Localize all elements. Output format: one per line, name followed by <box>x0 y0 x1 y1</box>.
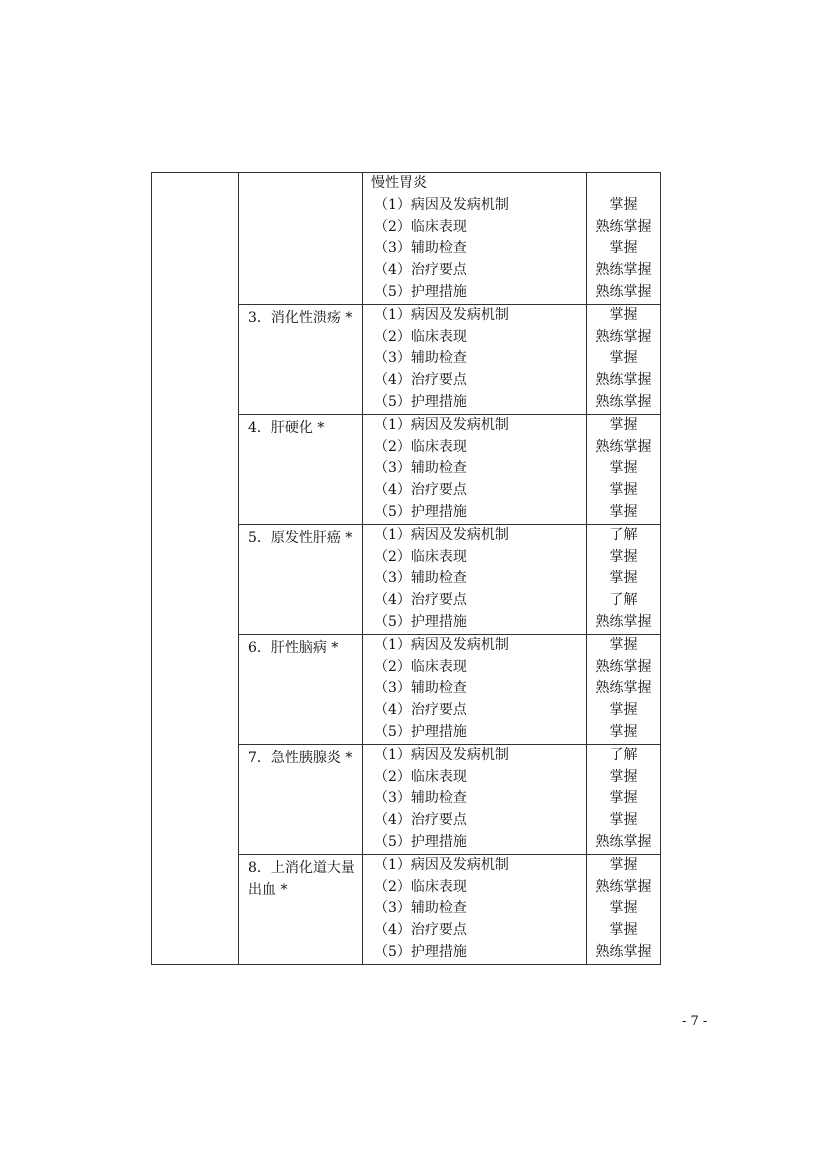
item-label: （4）治疗要点 <box>374 262 467 279</box>
item-label: （4）治疗要点 <box>374 702 467 719</box>
item-label: （1）病因及发病机制 <box>374 636 509 653</box>
syllabus-table-body <box>152 173 661 965</box>
item-label: （2）临床表现 <box>374 658 467 675</box>
level-label: 掌握 <box>609 922 638 939</box>
content-cell <box>363 854 587 964</box>
syllabus-table <box>151 172 661 965</box>
level-label: 熟练掌握 <box>595 833 652 850</box>
item-label: （5）护理措施 <box>374 613 467 630</box>
content-cell <box>363 304 587 414</box>
section-row <box>152 173 661 305</box>
topic-cell <box>239 524 363 634</box>
item-label: （1）病因及发病机制 <box>374 856 509 873</box>
item-label: （5）护理措施 <box>374 723 467 740</box>
level-label: 掌握 <box>609 460 638 477</box>
level-label: 掌握 <box>609 350 638 367</box>
content-cell <box>363 524 587 634</box>
item-label: （3）辅助检查 <box>374 790 467 807</box>
level-label: 熟练掌握 <box>595 328 652 345</box>
level-label: 熟练掌握 <box>595 218 652 235</box>
item-label: （4）治疗要点 <box>374 482 467 499</box>
item-label: （4）治疗要点 <box>374 372 467 389</box>
topic-label: 3．消化性溃疡 * <box>248 309 353 326</box>
item-label: （2）临床表现 <box>374 768 467 785</box>
item-label: （3）辅助检查 <box>374 570 467 587</box>
level-label: 掌握 <box>609 306 638 323</box>
topic-label: 4．肝硬化 * <box>248 419 325 436</box>
level-label: 掌握 <box>609 702 638 719</box>
item-label: （1）病因及发病机制 <box>374 416 509 433</box>
content-cell <box>363 744 587 854</box>
level-label: 掌握 <box>609 900 638 917</box>
item-label: （3）辅助检查 <box>374 460 467 477</box>
item-label: （1）病因及发病机制 <box>374 196 509 213</box>
level-cell <box>587 304 661 414</box>
level-label: 掌握 <box>609 548 638 565</box>
level-label: 了解 <box>609 526 638 543</box>
item-label: （3）辅助检查 <box>374 240 467 257</box>
level-cell <box>587 524 661 634</box>
level-label: 熟练掌握 <box>595 680 652 697</box>
level-label: 熟练掌握 <box>595 393 652 410</box>
content-cell <box>363 634 587 744</box>
topic-label: 6．肝性脑病 * <box>248 639 339 656</box>
level-label: 了解 <box>609 746 638 763</box>
level-label: 熟练掌握 <box>595 262 652 279</box>
level-label: 掌握 <box>609 723 638 740</box>
item-label: （2）临床表现 <box>374 218 467 235</box>
level-cell <box>587 744 661 854</box>
item-label: （3）辅助检查 <box>374 900 467 917</box>
item-label: （2）临床表现 <box>374 548 467 565</box>
level-label: 掌握 <box>609 768 638 785</box>
topic-cell <box>239 854 363 964</box>
item-label: （5）护理措施 <box>374 393 467 410</box>
content-cell <box>363 173 587 305</box>
level-label: 掌握 <box>609 482 638 499</box>
content-cell <box>363 414 587 524</box>
level-label: 掌握 <box>609 240 638 257</box>
level-label: 了解 <box>609 592 638 609</box>
page-number: - 7 - <box>682 1014 708 1029</box>
level-label: 熟练掌握 <box>595 283 652 300</box>
item-label: （4）治疗要点 <box>374 812 467 829</box>
level-label: 掌握 <box>609 812 638 829</box>
level-label: 熟练掌握 <box>595 613 652 630</box>
topic-cell <box>239 304 363 414</box>
level-label: 熟练掌握 <box>595 943 652 960</box>
level-label: 掌握 <box>609 636 638 653</box>
item-label: （3）辅助检查 <box>374 350 467 367</box>
level-cell <box>587 173 661 305</box>
item-label: （2）临床表现 <box>374 878 467 895</box>
topic-cell <box>239 634 363 744</box>
item-label: （5）护理措施 <box>374 503 467 520</box>
level-cell <box>587 634 661 744</box>
item-label: （5）护理措施 <box>374 833 467 850</box>
item-label: （2）临床表现 <box>374 438 467 455</box>
level-cell <box>587 414 661 524</box>
level-spacer <box>587 173 660 195</box>
disease-title: 慢性胃炎 <box>371 175 427 191</box>
level-label: 掌握 <box>609 570 638 587</box>
item-label: （2）临床表现 <box>374 328 467 345</box>
level-label: 掌握 <box>609 503 638 520</box>
level-label: 熟练掌握 <box>595 372 652 389</box>
item-label: （1）病因及发病机制 <box>374 526 509 543</box>
level-label: 熟练掌握 <box>595 438 652 455</box>
item-label: （5）护理措施 <box>374 943 467 960</box>
level-label: 掌握 <box>609 856 638 873</box>
item-label: （3）辅助检查 <box>374 680 467 697</box>
topic-cell <box>239 414 363 524</box>
level-label: 掌握 <box>609 790 638 807</box>
topic-label: 7．急性胰腺炎 * <box>248 749 353 766</box>
level-label: 熟练掌握 <box>595 658 652 675</box>
topic-cell <box>239 744 363 854</box>
item-label: （5）护理措施 <box>374 283 467 300</box>
topic-label: 5．原发性肝癌 * <box>248 529 353 546</box>
topic-cell <box>239 173 363 305</box>
level-cell <box>587 854 661 964</box>
category-cell <box>152 173 239 965</box>
item-label: （1）病因及发病机制 <box>374 746 509 763</box>
item-label: （4）治疗要点 <box>374 592 467 609</box>
level-label: 掌握 <box>609 416 638 433</box>
level-label: 掌握 <box>609 196 638 213</box>
item-label: （1）病因及发病机制 <box>374 306 509 323</box>
topic-label: 8．上消化道大量出血 * <box>248 859 355 898</box>
item-label: （4）治疗要点 <box>374 922 467 939</box>
level-label: 熟练掌握 <box>595 878 652 895</box>
